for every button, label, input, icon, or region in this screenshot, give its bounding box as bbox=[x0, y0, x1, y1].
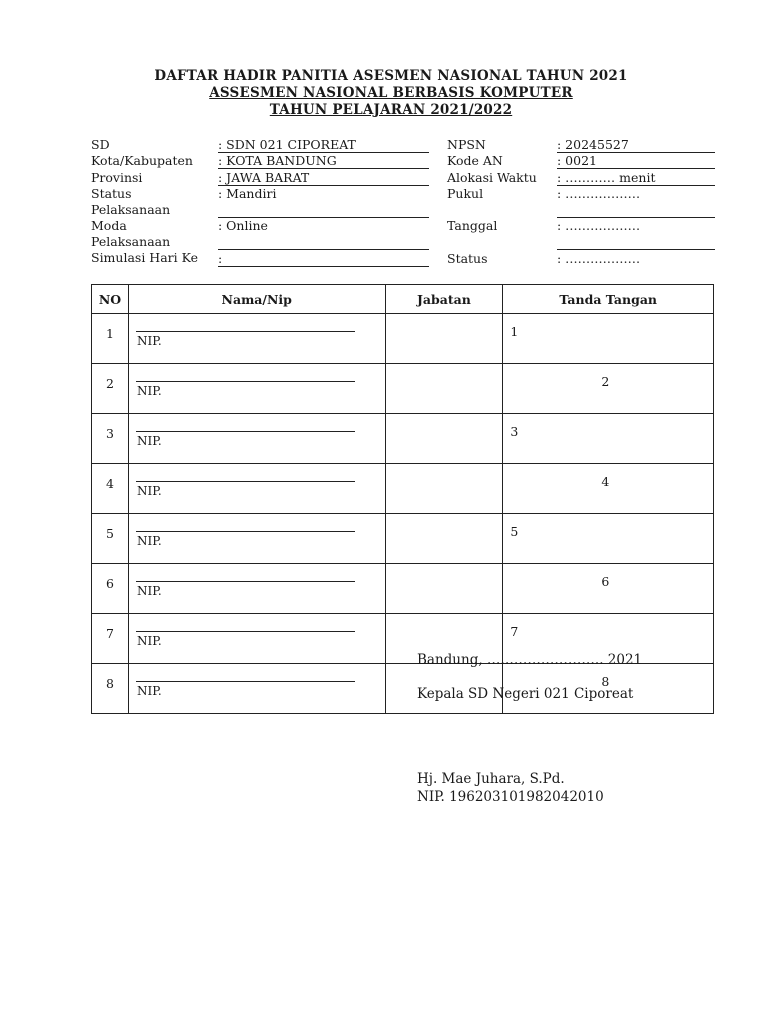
doc-title-line2: ASSESMEN NASIONAL BERBASIS KOMPUTER bbox=[209, 85, 573, 101]
name-line bbox=[136, 331, 355, 332]
moda-value: : Online bbox=[218, 218, 268, 233]
pukul-value: : ……………… bbox=[557, 186, 641, 201]
table-row bbox=[92, 564, 714, 614]
row-number: 6 bbox=[92, 564, 129, 614]
signature-place-date: Bandung, …………………….. 2021 bbox=[417, 652, 643, 668]
signature-number: 3 bbox=[510, 424, 519, 439]
row-number: 8 bbox=[92, 664, 129, 714]
jabatan-cell[interactable] bbox=[385, 514, 503, 564]
moda-label: Moda bbox=[91, 218, 127, 233]
signatory-nip: NIP. 196203101982042010 bbox=[417, 789, 604, 805]
header-no: NO bbox=[92, 285, 129, 314]
signature-cell[interactable] bbox=[503, 314, 714, 364]
signature-cell[interactable] bbox=[503, 564, 714, 614]
npsn-value: : 20245527 bbox=[557, 137, 715, 153]
doc-title-line1: DAFTAR HADIR PANITIA ASESMEN NASIONAL TAHUN 2021 bbox=[154, 68, 628, 84]
signature-number: 5 bbox=[510, 524, 519, 539]
signature-number: 6 bbox=[601, 574, 610, 589]
jabatan-cell[interactable] bbox=[385, 314, 503, 364]
tanggal-value: : ……………… bbox=[557, 218, 641, 233]
jabatan-cell[interactable] bbox=[385, 464, 503, 514]
table-row bbox=[92, 464, 714, 514]
doc-title-line3: TAHUN PELAJARAN 2021/2022 bbox=[269, 102, 513, 118]
nip-label: NIP. bbox=[136, 634, 162, 648]
name-cell[interactable] bbox=[128, 464, 385, 514]
nip-label: NIP. bbox=[136, 534, 162, 548]
row-number: 2 bbox=[92, 364, 129, 414]
signature-cell[interactable] bbox=[503, 514, 714, 564]
table-row bbox=[92, 514, 714, 564]
npsn-label: NPSN bbox=[447, 137, 486, 152]
name-line bbox=[136, 531, 355, 532]
signature-number: 1 bbox=[510, 324, 519, 339]
name-cell[interactable] bbox=[128, 514, 385, 564]
header-nama-nip: Nama/Nip bbox=[128, 285, 385, 314]
name-line bbox=[136, 681, 355, 682]
signature-number: 4 bbox=[601, 474, 610, 489]
tanggal-label: Tanggal bbox=[447, 218, 498, 233]
name-line bbox=[136, 631, 355, 632]
status-right-label: Status bbox=[447, 251, 488, 266]
signatory-name: Hj. Mae Juhara, S.Pd. bbox=[417, 771, 565, 787]
kode-an-value: : 0021 bbox=[557, 153, 715, 169]
simulasi-value: : bbox=[218, 251, 429, 267]
row-number: 3 bbox=[92, 414, 129, 464]
name-cell[interactable] bbox=[128, 664, 385, 714]
jabatan-cell[interactable] bbox=[385, 364, 503, 414]
name-cell[interactable] bbox=[128, 564, 385, 614]
header-tanda-tangan: Tanda Tangan bbox=[503, 285, 714, 314]
nip-label: NIP. bbox=[136, 684, 162, 698]
signature-number: 8 bbox=[601, 674, 610, 689]
alokasi-waktu-value: : ………… menit bbox=[557, 170, 715, 186]
attendance-table bbox=[91, 284, 714, 714]
name-line bbox=[136, 381, 355, 382]
moda-underline bbox=[218, 249, 429, 250]
name-cell[interactable] bbox=[128, 414, 385, 464]
moda-label-2: Pelaksanaan bbox=[91, 234, 171, 249]
nip-label: NIP. bbox=[136, 584, 162, 598]
signature-position: Kepala SD Negeri 021 Ciporeat bbox=[417, 686, 634, 702]
name-cell[interactable] bbox=[128, 314, 385, 364]
nip-label: NIP. bbox=[136, 484, 162, 498]
kota-label: Kota/Kabupaten bbox=[91, 153, 193, 168]
name-line bbox=[136, 581, 355, 582]
table-row bbox=[92, 314, 714, 364]
kota-value: : KOTA BANDUNG bbox=[218, 153, 429, 169]
jabatan-cell[interactable] bbox=[385, 564, 503, 614]
pukul-label: Pukul bbox=[447, 186, 484, 201]
sd-label: SD bbox=[91, 137, 110, 152]
status-value: : Mandiri bbox=[218, 186, 277, 201]
row-number: 7 bbox=[92, 614, 129, 664]
nip-label: NIP. bbox=[136, 434, 162, 448]
simulasi-label: Simulasi Hari Ke bbox=[91, 250, 199, 265]
status-label-2: Pelaksanaan bbox=[91, 202, 171, 217]
nip-label: NIP. bbox=[136, 334, 162, 348]
kode-an-label: Kode AN bbox=[447, 153, 503, 168]
sd-value: : SDN 021 CIPOREAT bbox=[218, 137, 429, 153]
alokasi-waktu-label: Alokasi Waktu bbox=[447, 170, 537, 185]
provinsi-label: Provinsi bbox=[91, 170, 143, 185]
status-label: Status bbox=[91, 186, 132, 201]
table-row bbox=[92, 414, 714, 464]
row-number: 5 bbox=[92, 514, 129, 564]
status-right-value: : ……………… bbox=[557, 251, 641, 266]
signature-cell[interactable] bbox=[503, 414, 714, 464]
table-header-row bbox=[92, 285, 714, 314]
row-number: 1 bbox=[92, 314, 129, 364]
header-jabatan: Jabatan bbox=[385, 285, 503, 314]
name-line bbox=[136, 431, 355, 432]
signature-number: 7 bbox=[510, 624, 519, 639]
signature-number: 2 bbox=[601, 374, 610, 389]
row-number: 4 bbox=[92, 464, 129, 514]
jabatan-cell[interactable] bbox=[385, 414, 503, 464]
name-cell[interactable] bbox=[128, 614, 385, 664]
signature-cell[interactable] bbox=[503, 364, 714, 414]
signature-cell[interactable] bbox=[503, 464, 714, 514]
provinsi-value: : JAWA BARAT bbox=[218, 170, 429, 186]
name-cell[interactable] bbox=[128, 364, 385, 414]
nip-label: NIP. bbox=[136, 384, 162, 398]
name-line bbox=[136, 481, 355, 482]
table-row bbox=[92, 364, 714, 414]
tanggal-underline bbox=[557, 249, 715, 250]
